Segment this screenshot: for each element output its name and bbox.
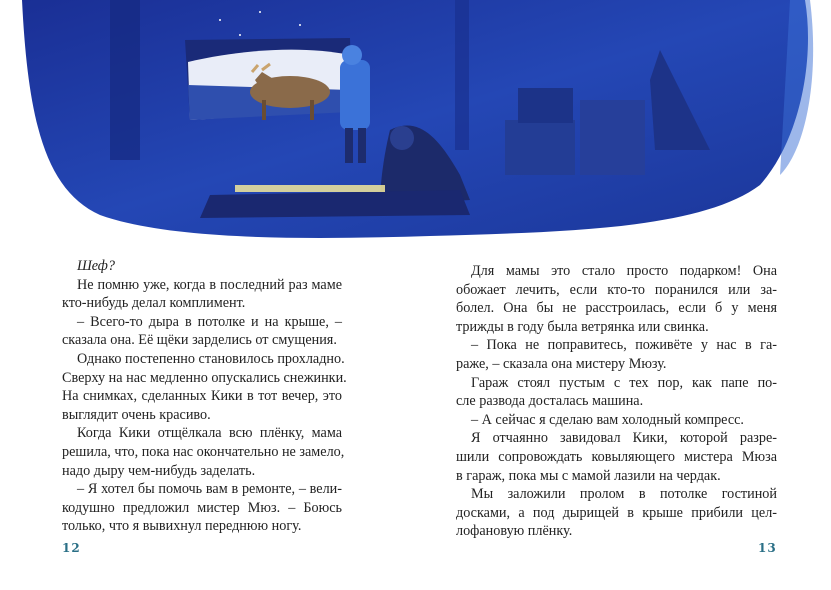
text-line: в гараж, пока мы с мамой лазили на чердак.	[456, 467, 721, 484]
text-line: досками, а под дырищей в крыше прибили цел-	[456, 504, 777, 521]
text-line: решила, что, пока нас окончательно не замело,	[62, 443, 345, 460]
text-line: трижды в году была ветрянка или свинка.	[456, 318, 709, 335]
text-line: Мы заложили пролом в потолке гостиной	[471, 486, 777, 503]
text-line: шили сопровождать ковыляющего мистера Мюза	[456, 448, 777, 465]
text-line: – Всего-то дыра в потолке и на крыше, –	[77, 313, 342, 330]
text-line: Я отчаянно завидовал Кики, которой разре-	[471, 430, 777, 447]
text-line: сказала она. Её щёки зарделись от смущения.	[62, 332, 337, 349]
text-line: Гараж стоял пустым с тех пор, как папе по-	[471, 374, 777, 391]
text-line: Когда Кики отщёлкала всю плёнку, мама	[77, 425, 342, 442]
text-line: Шеф?	[77, 258, 115, 274]
text-line: Сверху на нас медленно опускались снежинки.	[62, 369, 347, 386]
night-garage-illustration	[0, 0, 831, 250]
text-line: кодушно предложил мистер Мюз. – Боюсь	[62, 499, 342, 516]
text-line: выглядит очень красиво.	[62, 406, 211, 423]
text-line: надо дыру чем-нибудь заделать.	[62, 462, 256, 479]
text-line: Для мамы это стало просто подарком! Она	[471, 263, 777, 279]
text-line: раже, – сказала она мистеру Мюзу.	[456, 355, 667, 372]
right-page-text	[456, 262, 777, 541]
text-line: На снимках, сделанных Кики в тот вечер, это	[62, 388, 342, 405]
text-line: кто-нибудь делал комплимент.	[62, 295, 246, 312]
text-line: Однако постепенно становилось прохладно.	[77, 350, 345, 367]
text-line: обожает лечить, если кто-то поранился или за-	[456, 281, 777, 298]
text-line: – Я хотел бы помочь вам в ремонте, – вели-	[77, 481, 342, 498]
text-line: лофановую плёнку.	[456, 523, 573, 540]
flashlight-glow	[235, 185, 385, 192]
text-line: только, что я вывихнул переднюю ногу.	[62, 518, 302, 535]
text-line: болел. Она бы не расстроилась, если б у меня	[456, 300, 777, 317]
page-number-right: 13	[758, 541, 777, 555]
text-line: – Пока не поправитесь, поживёте у нас в га-	[471, 337, 777, 354]
left-page-text	[62, 257, 347, 536]
text-line: – А сейчас я сделаю вам холодный компресс.	[471, 411, 744, 428]
page-number-left: 12	[62, 541, 81, 555]
text-line: сле развода досталась машина.	[456, 393, 644, 410]
text-line: Не помню уже, когда в последний раз маме	[77, 276, 342, 293]
